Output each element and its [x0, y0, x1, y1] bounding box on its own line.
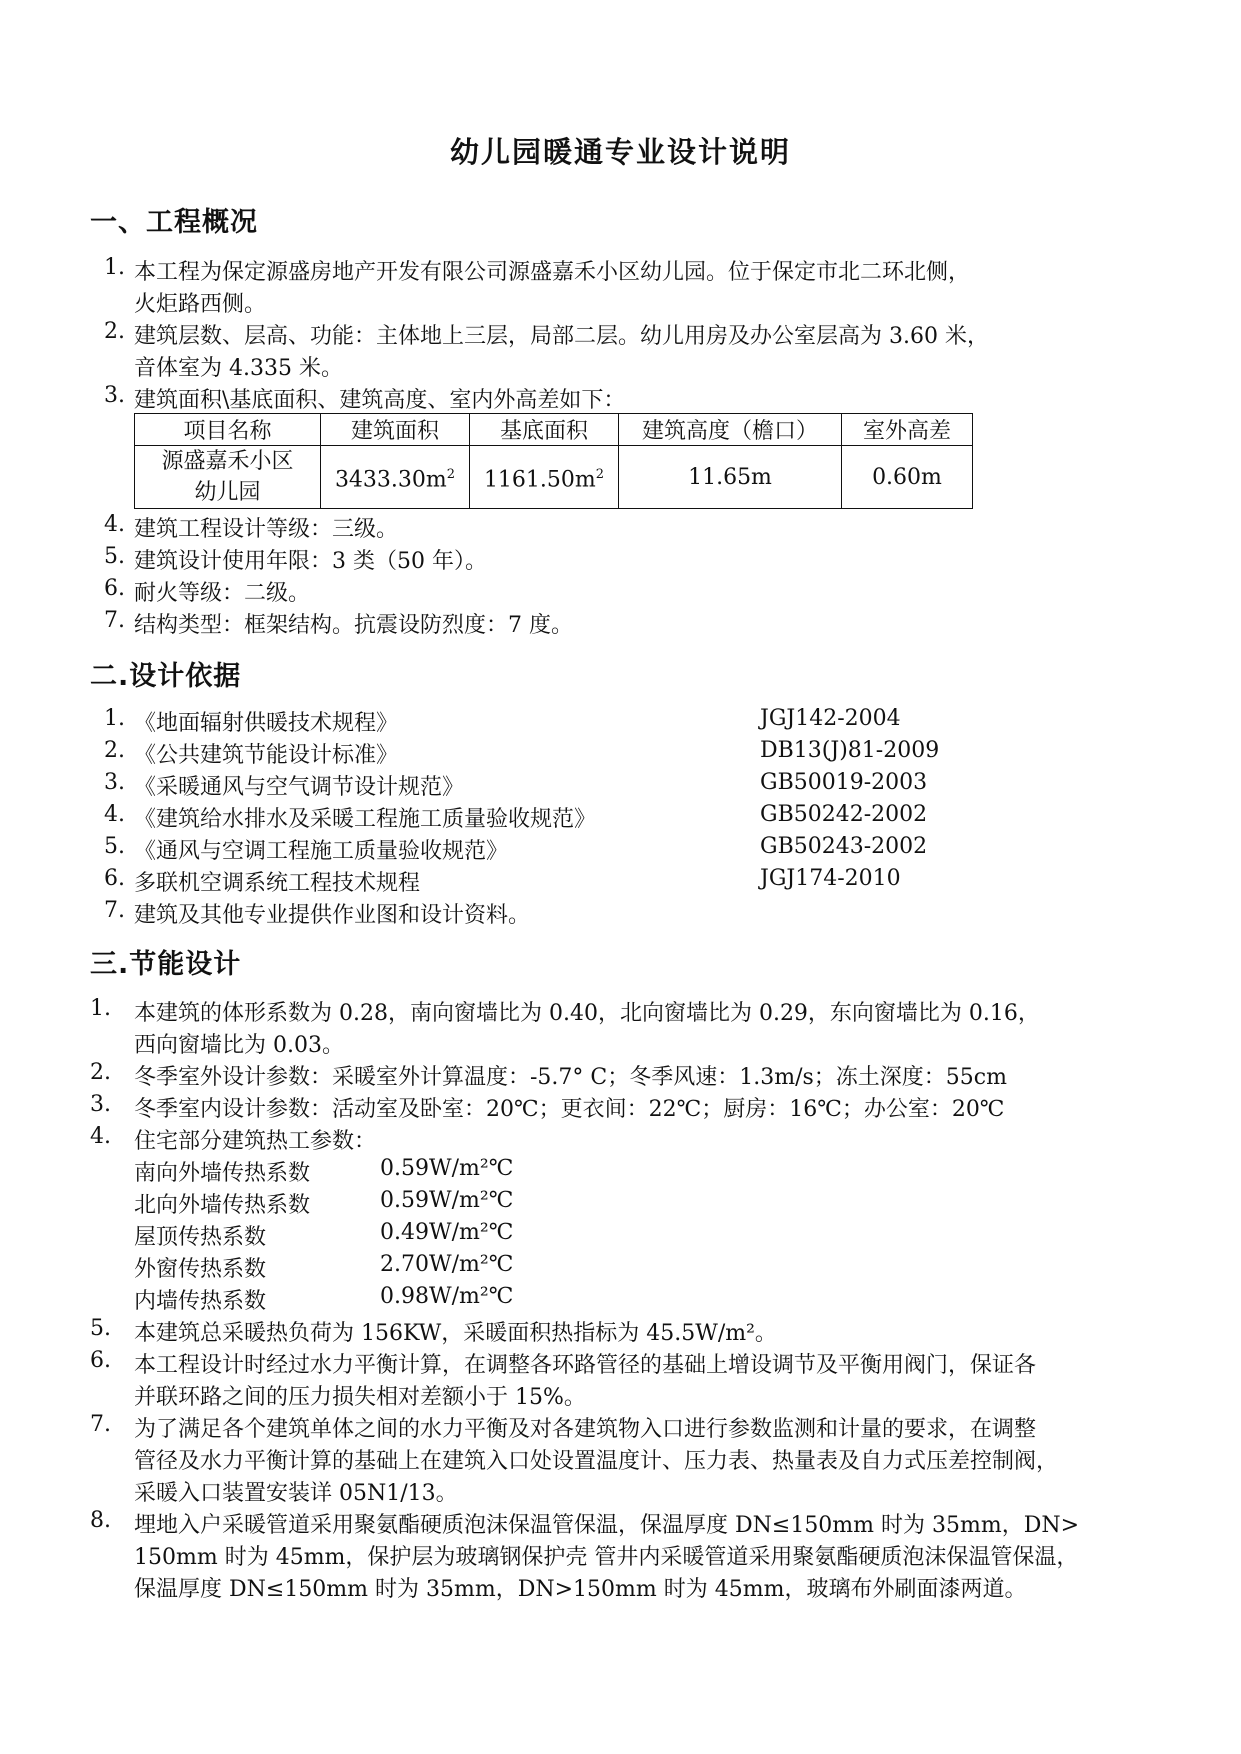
section-heading-basis: 二.设计依据 [90, 661, 242, 692]
standard-name: 《建筑给水排水及采暖工程施工质量验收规范》 [134, 807, 597, 832]
standard-code: DB13(J)81-2009 [760, 738, 940, 763]
param-name: 屋顶传热系数 [134, 1225, 267, 1250]
param-value: 0.49W/m²℃ [380, 1220, 514, 1245]
param-name: 南向外墙传热系数 [134, 1161, 311, 1186]
project-name-line: 源盛嘉禾小区 [161, 449, 294, 474]
item-text: 保温厚度 DN≤150mm 时为 35mm，DN>150mm 时为 45mm，玻璃布外刷面漆两道。 [134, 1577, 1027, 1602]
unit-superscript: 2 [595, 466, 605, 482]
item-number: 5. [104, 834, 125, 859]
param-value: 0.59W/m²℃ [380, 1156, 514, 1181]
item-number: 2. [90, 1060, 111, 1085]
item-text: 建筑层数、层高、功能：主体地上三层，局部二层。幼儿用房及办公室层高为 3.60 米， [134, 324, 989, 349]
item-number: 6. [104, 576, 125, 601]
item-number: 1. [104, 255, 125, 280]
section-heading-energy: 三.节能设计 [90, 949, 242, 980]
item-text: 住宅部分建筑热工参数： [134, 1129, 377, 1154]
param-value: 0.59W/m²℃ [380, 1188, 514, 1213]
table-cell [321, 446, 470, 509]
standard-name: 《采暖通风与空气调节设计规范》 [134, 775, 465, 800]
standard-name: 《公共建筑节能设计标准》 [134, 743, 399, 768]
item-number: 5. [104, 544, 125, 569]
item-number: 5. [90, 1316, 111, 1341]
standard-name: 多联机空调系统工程技术规程 [134, 871, 421, 896]
project-name-line: 幼儿园 [194, 480, 261, 505]
table-header: 项目名称 [135, 414, 321, 446]
standard-code: GB50242-2002 [760, 802, 928, 827]
item-number: 3. [104, 770, 125, 795]
table-cell [135, 446, 321, 509]
item-text: 建筑工程设计等级：三级。 [134, 517, 399, 542]
item-text: 冬季室外设计参数：采暖室外计算温度：-5.7° C；冬季风速：1.3m/s；冻土深度：55cm [134, 1065, 1007, 1090]
item-text: 本建筑的体形系数为 0.28，南向窗墙比为 0.40，北向窗墙比为 0.29，东向窗墙比为 0.16， [134, 1001, 1040, 1026]
item-text: 管径及水力平衡计算的基础上在建筑入口处设置温度计、压力表、热量表及自力式压差控制阀， [134, 1449, 1059, 1474]
item-number: 8. [90, 1508, 111, 1533]
item-text: 冬季室内设计参数：活动室及卧室：20℃；更衣间：22℃；厨房：16℃；办公室：20℃ [134, 1097, 1005, 1122]
item-text: 埋地入户采暖管道采用聚氨酯硬质泡沫保温管保温，保温厚度 DN≤150mm 时为 35mm，DN> [134, 1513, 1080, 1538]
item-text: 结构类型：框架结构。抗震设防烈度：7 度。 [134, 613, 573, 638]
building-area-value: 3433.30m [334, 467, 447, 493]
table-cell: 0.60m [842, 446, 973, 509]
item-number: 2. [104, 738, 125, 763]
base-area-value: 1161.50m [483, 467, 596, 493]
standard-name: 《通风与空调工程施工质量验收规范》 [134, 839, 509, 864]
table-header: 基底面积 [470, 414, 619, 446]
item-text: 采暖入口装置安装详 05N1/13。 [134, 1481, 458, 1506]
item-text: 本工程为保定源盛房地产开发有限公司源盛嘉禾小区幼儿园。位于保定市北二环北侧， [134, 260, 971, 285]
param-name: 北向外墙传热系数 [134, 1193, 311, 1218]
item-number: 4. [90, 1124, 111, 1149]
item-number: 3. [104, 383, 125, 408]
section-heading-overview: 一、工程概况 [90, 207, 258, 238]
item-number: 7. [104, 898, 125, 923]
standard-name: 《地面辐射供暖技术规程》 [134, 711, 399, 736]
item-number: 4. [104, 802, 125, 827]
item-text: 建筑面积\基底面积、建筑高度、室内外高差如下： [134, 388, 626, 413]
standard-code: JGJ142-2004 [760, 706, 901, 731]
standard-code: GB50019-2003 [760, 770, 928, 795]
table-cell [470, 446, 619, 509]
item-text: 本建筑总采暖热负荷为 156KW，采暖面积热指标为 45.5W/m²。 [134, 1321, 777, 1346]
item-number: 3. [90, 1092, 111, 1117]
item-text: 为了满足各个建筑单体之间的水力平衡及对各建筑物入口进行参数监测和计量的要求，在调整 [134, 1417, 1037, 1442]
standard-code: JGJ174-2010 [760, 866, 901, 891]
param-name: 外窗传热系数 [134, 1257, 267, 1282]
item-number: 7. [90, 1412, 111, 1437]
item-number: 1. [104, 706, 125, 731]
item-text: 音体室为 4.335 米。 [134, 356, 343, 381]
item-number: 2. [104, 319, 125, 344]
item-number: 4. [104, 512, 125, 537]
table-row [135, 446, 973, 509]
item-number: 7. [104, 608, 125, 633]
param-name: 内墙传热系数 [134, 1289, 267, 1314]
document-title: 幼儿园暖通专业设计说明 [449, 135, 791, 169]
item-text: 并联环路之间的压力损失相对差额小于 15%。 [134, 1385, 586, 1410]
item-number: 6. [90, 1348, 111, 1373]
item-number: 6. [104, 866, 125, 891]
unit-superscript: 2 [446, 466, 456, 482]
item-text: 建筑设计使用年限：3 类（50 年）。 [134, 549, 487, 574]
item-text: 150mm 时为 45mm，保护层为玻璃钢保护壳 管井内采暖管道采用聚氨酯硬质泡沫保温管保温， [134, 1545, 1079, 1570]
param-value: 0.98W/m²℃ [380, 1284, 514, 1309]
item-text: 本工程设计时经过水力平衡计算，在调整各环路管径的基础上增设调节及平衡用阀门，保证各 [134, 1353, 1037, 1378]
table-header: 建筑高度（檐口） [619, 414, 842, 446]
param-value: 2.70W/m²℃ [380, 1252, 514, 1277]
area-table [134, 413, 973, 509]
item-text: 耐火等级：二级。 [134, 581, 311, 606]
standard-code: GB50243-2002 [760, 834, 928, 859]
item-number: 1. [90, 996, 111, 1021]
standard-name: 建筑及其他专业提供作业图和设计资料。 [134, 903, 531, 928]
table-header: 建筑面积 [321, 414, 470, 446]
item-text: 西向窗墙比为 0.03。 [134, 1033, 344, 1058]
table-cell: 11.65m [619, 446, 842, 509]
table-header: 室外高差 [842, 414, 973, 446]
item-text: 火炬路西侧。 [134, 292, 267, 317]
